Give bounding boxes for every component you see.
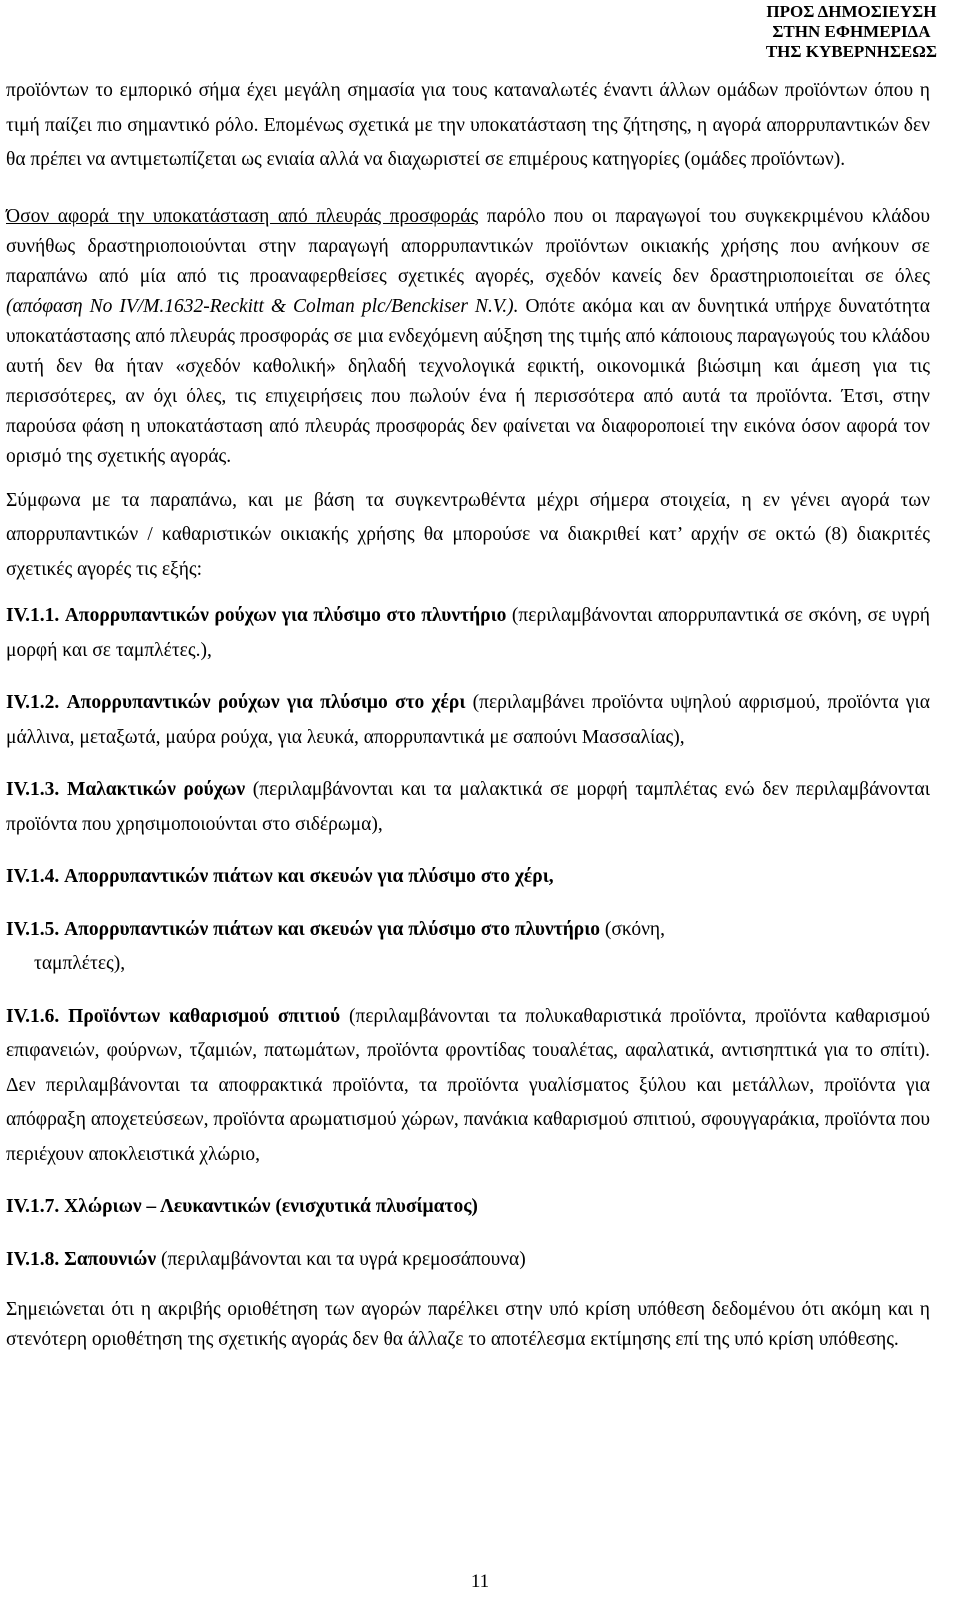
item-title: Απορρυπαντικών ρούχων για πλύσιμο στο πλυντήριο	[64, 605, 507, 626]
header-line-1: ΠΡΟΣ ΔΗΜΟΣΙΕΥΣΗ	[766, 2, 937, 21]
market-item-5	[6, 913, 930, 982]
paragraph-markets-intro: Σύμφωνα με τα παραπάνω, και με βάση τα συγκεντρωθέντα μέχρι σήμερα στοιχεία, η εν γένει αγορά των απορρυπαντικών / καθαριστικών οικιακής χρήσης θα μπορούσε να διακριθεί κατ’ αρχήν σε οκτώ (8) διακριτές σχετικές αγορές τις εξής:	[6, 489, 930, 580]
item-number: IV.1.6.	[6, 1005, 60, 1027]
item-description-continued: ταμπλέτες),	[34, 953, 126, 974]
item-title: Χλώριων – Λευκαντικών (ενισχυτικά πλυσίματος)	[64, 1196, 478, 1217]
market-item-8	[6, 1243, 930, 1278]
item-number: IV.1.8.	[6, 1248, 60, 1270]
header-line-3: ΤΗΣ ΚΥΒΕΡΝΗΣΕΩΣ	[765, 42, 937, 61]
item-title: Απορρυπαντικών πιάτων και σκευών για πλύσιμο στο χέρι,	[64, 866, 554, 887]
market-item-7	[6, 1190, 930, 1225]
paragraph-conclusion: Σημειώνεται ότι η ακριβής οριοθέτηση των αγορών παρέλκει στην υπό κρίση υπόθεση δεδομένου ότι ακόμη και η στενότερη οριοθέτηση της σχετικής αγοράς δεν θα άλλαζε το αποτέλεσμα εκτίμησης επί της υπό κρίση υπόθεσης.	[6, 1299, 930, 1350]
item-title: Σαπουνιών	[64, 1248, 157, 1270]
market-item-1	[6, 599, 930, 668]
paragraph-text-a: παρόλο που οι παραγωγοί του συγκεκριμένου κλάδου συνήθως δραστηριοποιούνται στην παραγωγή απορρυπαντικών προϊόντων οικιακής χρήσης που ανήκουν σε παραπάνω από μία από τις προαναφερθείσες σχετικές αγορές, σχεδόν κανείς δεν δραστηριοποιείται σε όλες	[6, 205, 931, 287]
item-number: IV.1.5.	[6, 918, 60, 940]
item-number: IV.1.1.	[6, 605, 60, 626]
publication-header	[766, 2, 937, 62]
item-number: IV.1.4.	[6, 866, 60, 887]
paragraph-text-b: Οπότε ακόμα και αν δυνητικά υπήρχε δυνατότητα υποκατάστασης από πλευράς προσφοράς σε μια ενδεχόμενη αύξηση της τιμής από κάποιους παραγωγούς του κλάδου αυτή δεν θα ήταν «σχεδόν καθολική» δηλαδή τεχνολογικά εφικτή, οικονομικά βιώσιμη και άμεση για τις περισσότερες, αν όχι όλες, τις επιχειρήσεις που πωλούν ένα ή περισσότερα από αυτά τα προϊόντα. Έτσι, στην παρούσα φάση η υποκατάσταση από πλευράς προσφοράς δεν φαίνεται να διαφοροποιεί την εικόνα όσον αφορά τον ορισμό της σχετικής αγοράς.	[6, 295, 930, 467]
paragraph-continuation: προϊόντων το εμπορικό σήμα έχει μεγάλη σημασία για τους καταναλωτές έναντι άλλων ομάδων προϊόντων όπου η τιμή παίζει πιο σημαντικό ρόλο. Επομένως σχετικά με την υποκατάσταση της ζήτησης, η αγορά απορρυπαντικών δεν θα πρέπει να αντιμετωπίζεται ως ενιαία αλλά να διαχωριστεί σε επιμέρους κατηγορίες (ομάδες προϊόντων).	[6, 80, 930, 170]
market-item-2	[6, 686, 930, 755]
item-description: (περιλαμβάνονται απορρυπαντικά σε σκόνη, σε υγρή μορφή και σε ταμπλέτες.),	[6, 605, 930, 661]
item-title: Προϊόντων καθαρισμού σπιτιού	[68, 1005, 341, 1027]
item-number: IV.1.7.	[6, 1196, 60, 1217]
item-title: Μαλακτικών ρούχων	[66, 779, 246, 800]
case-citation: (απόφαση No IV/M.1632-Reckitt & Colman plc/Benckiser N.V.).	[6, 295, 519, 317]
document-body	[6, 74, 930, 1355]
header-line-2: ΣΤΗΝ ΕΦΗΜΕΡΙΔΑ	[772, 22, 931, 41]
item-title: Απορρυπαντικών ρούχων για πλύσιμο στο χέρι	[66, 692, 466, 713]
item-title: Απορρυπαντικών πιάτων και σκευών για πλύσιμο στο πλυντήριο	[64, 918, 601, 940]
market-item-4	[6, 860, 930, 895]
underlined-lead: Όσον αφορά την υποκατάσταση από πλευράς προσφοράς	[6, 205, 479, 227]
market-item-3	[6, 773, 930, 842]
item-description: (σκόνη,	[600, 918, 665, 940]
item-description: (περιλαμβάνει προϊόντα υψηλού αφρισμού, προϊόντα για μάλλινα, μεταξωτά, μαύρα ρούχα, για λευκά, απορρυπαντικά με σαπούνι Μασσαλίας),	[6, 692, 931, 748]
paragraph-supply-substitution	[6, 202, 930, 472]
item-description: (περιλαμβάνονται τα πολυκαθαριστικά προϊόντα, προϊόντα καθαρισμού επιφανειών, φούρνων, τζαμιών, πατωμάτων, προϊόντα φροντίδας τουαλέτας, αφαλατικά, αντισηπτικά για το σπίτι). Δεν περιλαμβάνονται τα αποφρακτικά προϊόντα, τα προϊόντα γυαλίσματος ξύλου και μετάλλων, προϊόντα για απόφραξη αποχετεύσεων, προϊόντα αρωματισμού χώρων, πανάκια καθαρισμού σπιτιού, σφουγγαράκια, προϊόντα που περιέχουν αποκλειστικά χλώριο,	[6, 1005, 931, 1165]
item-description: (περιλαμβάνονται και τα μαλακτικά σε μορφή ταμπλέτας ενώ δεν περιλαμβάνονται προϊόντα που χρησιμοποιούνται στο σιδέρωμα),	[6, 779, 930, 835]
item-description: (περιλαμβάνονται και τα υγρά κρεμοσάπουνα)	[156, 1248, 526, 1270]
page-number: 11	[470, 1571, 490, 1592]
market-item-6	[6, 1000, 930, 1173]
item-number: IV.1.3.	[6, 779, 60, 800]
item-number: IV.1.2.	[6, 692, 60, 713]
